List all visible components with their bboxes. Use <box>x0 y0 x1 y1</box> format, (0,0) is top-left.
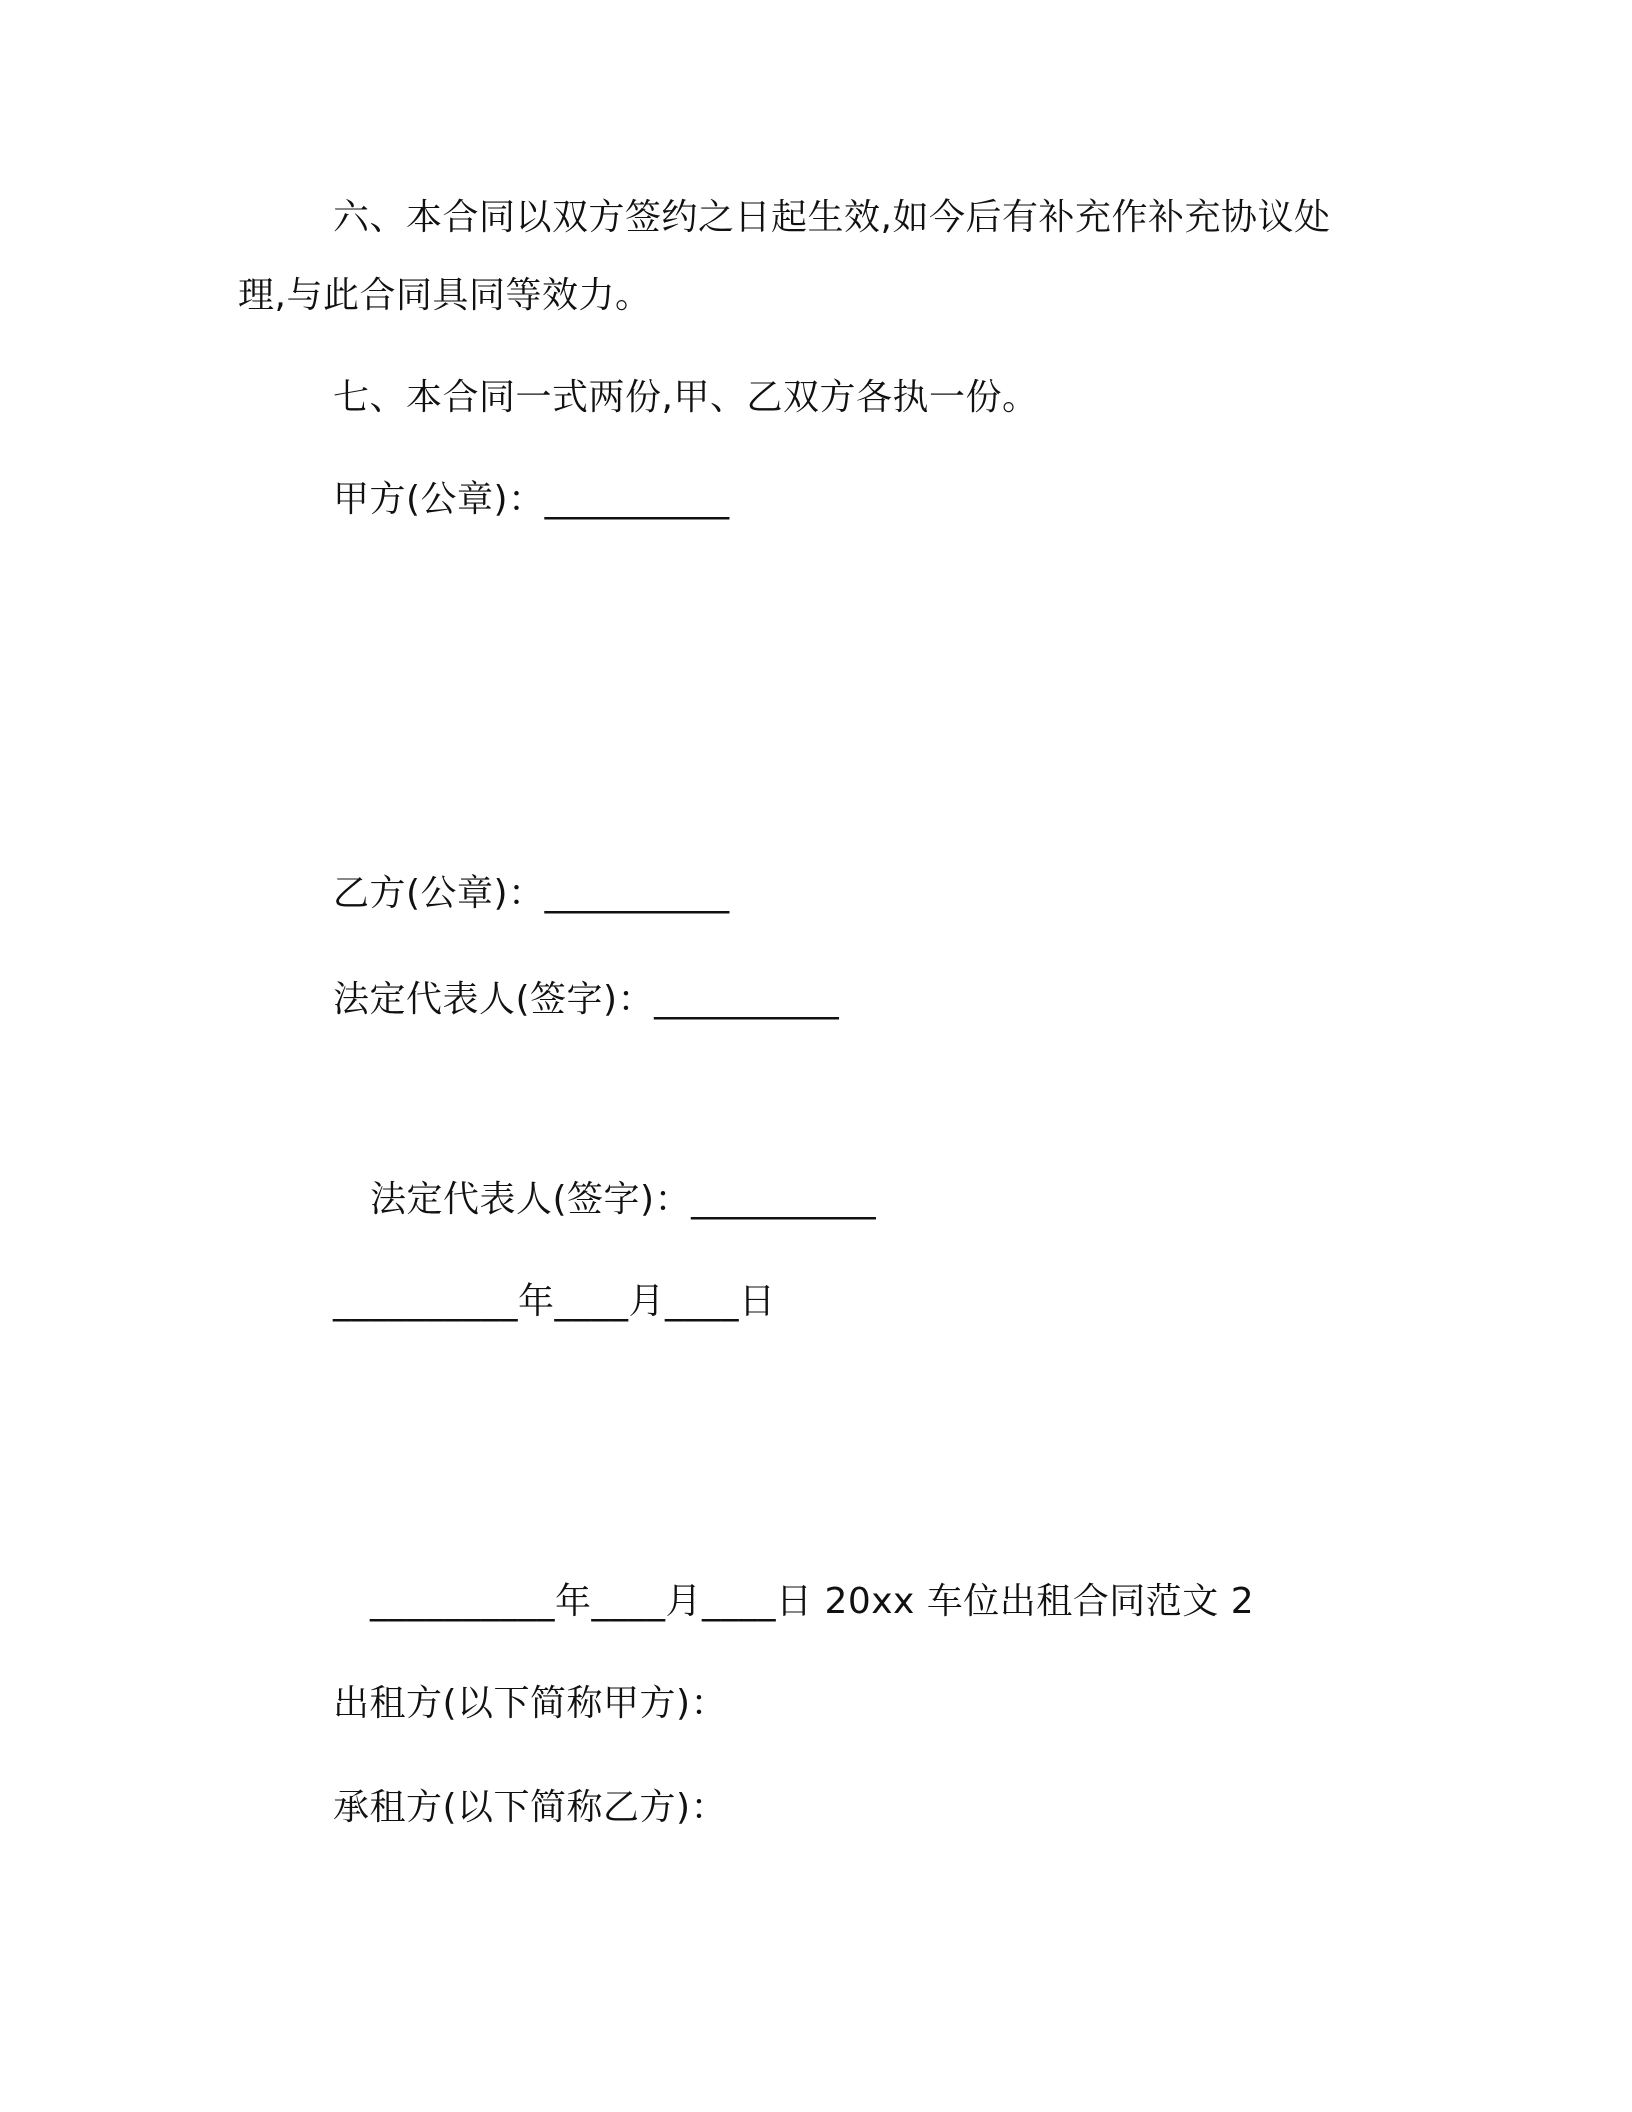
legal-representative-line-2: 法定代表人(签字)：__________ <box>370 1179 877 1220</box>
party-b-seal-line: 乙方(公章)：__________ <box>333 873 730 914</box>
date-and-title-line: __________年____月____日 20xx 车位出租合同范文 2 <box>370 1581 1255 1622</box>
clause-6-line-2: 理,与此合同具同等效力。 <box>238 275 652 316</box>
clause-6-line-1: 六、本合同以双方签约之日起生效,如今后有补充作补充协议处 <box>333 197 1331 238</box>
lessee-line: 承租方(以下简称乙方)： <box>333 1787 728 1828</box>
lessor-line: 出租方(以下简称甲方)： <box>333 1683 728 1724</box>
party-a-seal-line: 甲方(公章)：__________ <box>333 479 730 520</box>
clause-7: 七、本合同一式两份,甲、乙双方各执一份。 <box>333 377 1039 418</box>
legal-representative-line-1: 法定代表人(签字)：__________ <box>333 979 840 1020</box>
date-line: __________年____月____日 <box>333 1281 776 1322</box>
